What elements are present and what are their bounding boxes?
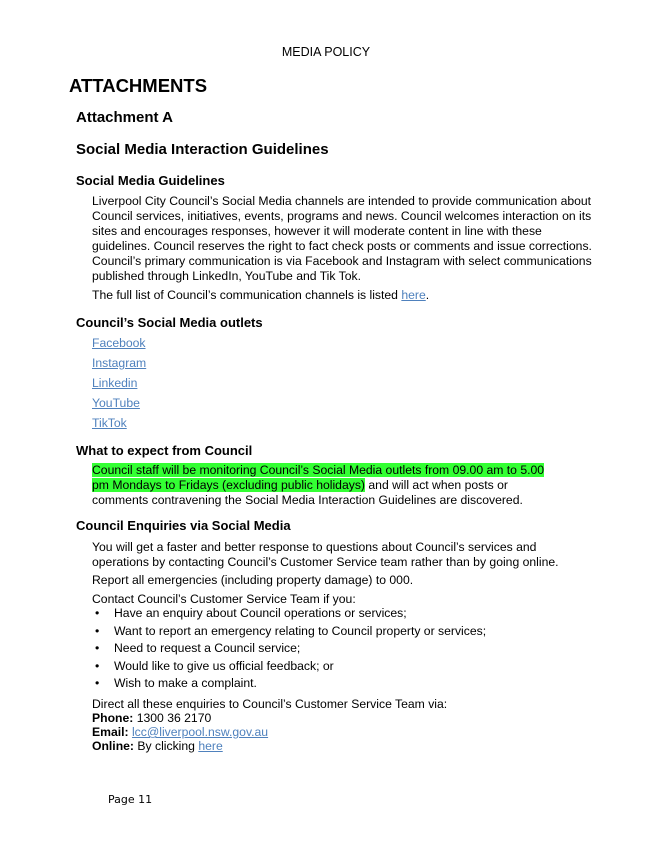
expect-heading: What to expect from Council [76, 443, 253, 458]
enquiry-bullet-list [92, 605, 486, 693]
guidelines-paragraph-1: Liverpool City Council’s Social Media channels are intended to provide communication about Council services, initiatives, events, programs and news. Council welcomes interaction on its sites and encourages responses, however it will moderate content in line with these guidelines. Council reserves the right to fact check posts or comments and issue corrections. [92, 194, 592, 253]
outlet-linkedin-link[interactable]: Linkedin [92, 376, 138, 390]
list-item: • Wish to make a complaint. [92, 675, 486, 693]
list-item: • Would like to give us official feedback; or [92, 658, 486, 676]
email-link[interactable]: lcc@liverpool.nsw.gov.au [131, 725, 269, 739]
outlet-tiktok-link[interactable]: TikTok [92, 416, 127, 430]
outlet-youtube-link[interactable]: YouTube [92, 396, 140, 410]
main-title: Social Media Interaction Guidelines [76, 141, 329, 158]
attachments-heading: ATTACHMENTS [69, 75, 208, 96]
list-item: • Want to report an emergency relating to Council property or services; [92, 623, 486, 641]
outlet-instagram-link[interactable]: Instagram [92, 356, 147, 370]
online-line [92, 739, 447, 753]
channels-text: The full list of Council’s communication channels is listed [92, 288, 402, 302]
bullet-icon: • [95, 606, 100, 620]
direct-text: Direct all these enquiries to Council’s Customer Service Team via: [92, 697, 448, 711]
enquiries-paragraph-2: Report all emergencies (including property damage) to 000. [92, 573, 414, 587]
outlets-heading: Council’s Social Media outlets [76, 315, 263, 330]
contact-intro: Contact Council’s Customer Service Team if you: [92, 592, 356, 606]
enquiries-heading: Council Enquiries via Social Media [76, 518, 291, 533]
email-label: Email: [92, 725, 129, 739]
channels-here-link[interactable]: here [401, 288, 426, 302]
expect-highlighted-text: Council staff will be monitoring Council’s Social Media outlets from 09.00 am to 5.00 pm Mondays to Fridays (excluding public holidays) [92, 463, 545, 492]
online-text: By clicking [133, 739, 199, 753]
bullet-icon: • [95, 623, 100, 638]
guidelines-heading: Social Media Guidelines [76, 173, 225, 188]
expect-paragraph [92, 463, 562, 508]
enquiries-paragraph-1: You will get a faster and better response to questions about Council’s services and operations by contacting Council’s Customer Service team rather than by going online. [92, 540, 559, 569]
page-number: Page 11 [108, 793, 153, 806]
phone-label: Phone: [92, 711, 134, 725]
channels-paragraph [92, 288, 592, 303]
online-label: Online: [92, 739, 134, 753]
contact-block [92, 697, 447, 753]
bullet-icon: • [95, 676, 100, 690]
expect-rest-text: and will act when posts or comments contravening the Social Media Interaction Guidelines are discovered. [92, 478, 523, 507]
email-line [92, 725, 447, 739]
attachment-label: Attachment A [76, 109, 173, 126]
phone-line [92, 711, 447, 725]
bullet-icon: • [95, 658, 100, 673]
outlet-facebook-link[interactable]: Facebook [92, 336, 146, 350]
online-here-link[interactable]: here [198, 739, 223, 753]
list-item: • Have an enquiry about Council operations or services; [92, 605, 486, 623]
bullet-icon: • [95, 641, 100, 655]
page-header: MEDIA POLICY [281, 45, 371, 59]
phone-value: 1300 36 2170 [133, 711, 212, 725]
channels-end: . [425, 288, 430, 302]
list-item: • Need to request a Council service; [92, 640, 486, 658]
guidelines-paragraph-2: Council’s primary communication is via Facebook and Instagram with select communications published through LinkedIn, YouTube and Tik Tok. [92, 254, 592, 283]
